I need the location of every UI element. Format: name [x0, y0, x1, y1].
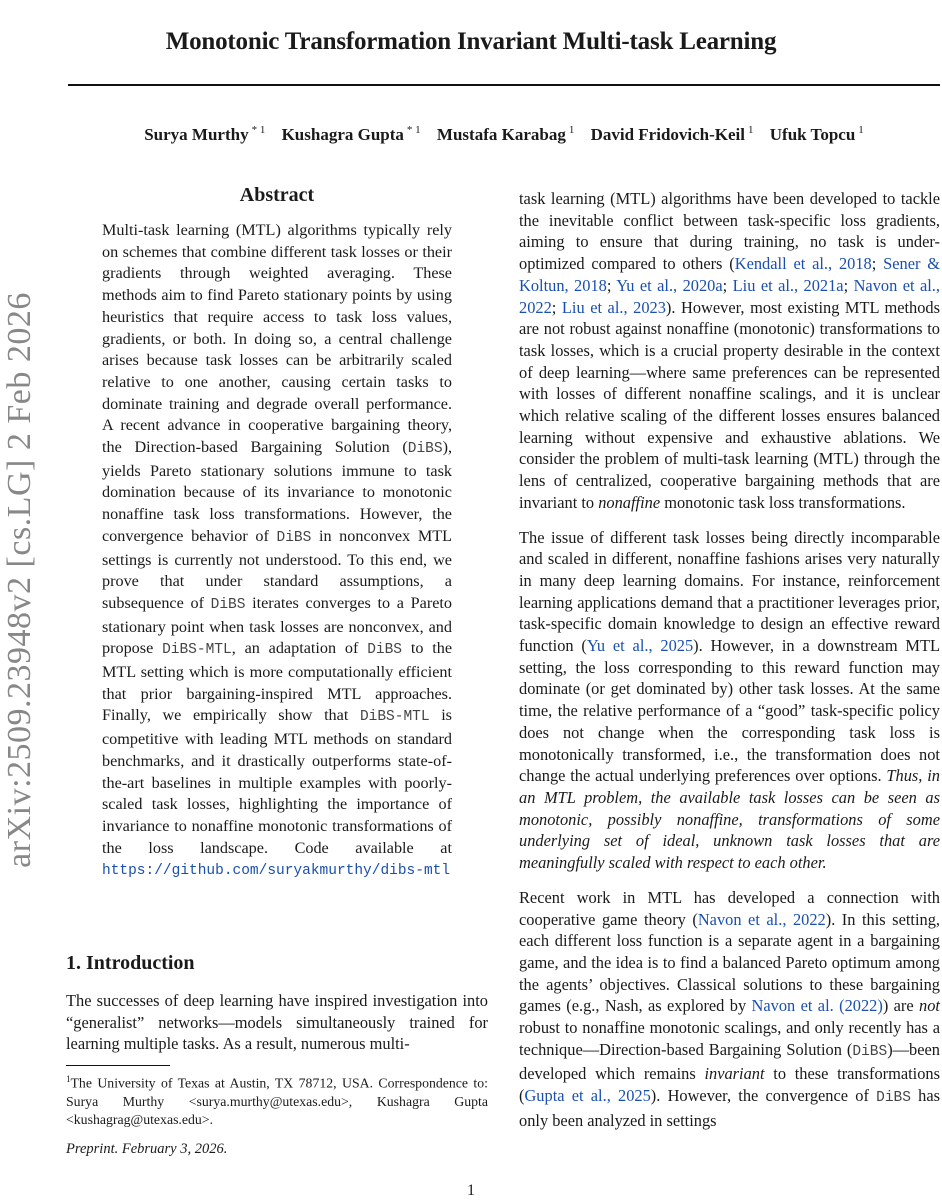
preprint-note: Preprint. February 3, 2026. — [66, 1141, 228, 1157]
paragraph: The issue of different task losses being directly incomparable and scaled in different, nonaffine fashions arises very naturally in many deep learning domains. For instance, reinforcement learning applications demand that a practitioner leverages prior, task-specific domain knowledge to design an effective reward function (Yu et al., 2025). However, in a downstream MTL setting, the loss corresponding to this reward function may dominate (or get dominated by) other task losses. At the same time, the relative performance of a “good” task-specific policy does not change when the corresponding task loss is monotonically transformed, i.e., the transformation does not change the actual underlying preferences over options. Thus, in an MTL problem, the available task losses can be seen as monotonic, possibly nonaffine, transformations of some underlying set of ideal, unknown task losses that are meaningfully scaled with respect to each other. — [519, 527, 940, 873]
paragraph: task learning (MTL) algorithms have been developed to tackle the inevitable conflict between task-specific loss gradients, aiming to ensure that during training, no task is under-optimized compared to others (Kendall et al., 2018; Sener & Koltun, 2018; Yu et al., 2020a; Liu et al., 2021a; Navon et al., 2022; Liu et al., 2023). However, most existing MTL methods are not robust against nonaffine (monotonic) transformations to task losses, which is a crucial property desirable in the context of deep learning—where same preferences can be represented with losses of different nonaffine scalings, and it is unclear which relative scaling of the different losses ensures balanced learning without expensive and exhaustive ablations. We consider the problem of multi-task learning (MTL) through the lens of centralized, cooperative bargaining methods that are invariant to nonaffine monotonic task loss transformations. — [519, 189, 941, 512]
author: David Fridovich-Keil $^1$ — [590, 124, 754, 144]
author: Surya Murthy $^{* 1}$ — [144, 124, 266, 144]
author: Ufuk Topcu $^1$ — [769, 124, 864, 144]
citation[interactable]: Yu et al., 2020a — [616, 275, 723, 295]
citation[interactable]: Liu et al., 2021a — [732, 275, 844, 295]
citation[interactable]: Navon et al., 2022 — [519, 275, 940, 317]
arxiv-stamp: arXiv:2509.23948v2 [cs.LG] 2 Feb 2026 — [1, 292, 38, 868]
citation[interactable]: Gupta et al., 2025 — [524, 1086, 651, 1106]
section-heading: 1. Introduction — [66, 952, 195, 974]
paper-title: Monotonic Transformation Invariant Multi-task Learning — [165, 28, 777, 55]
paragraph: Recent work in MTL has developed a connection with cooperative game theory (Navon et al., 2022). In this setting, each different loss function is a separate agent in a bargaining game, and the idea is to find a balanced Pareto optimum among the agents’ objectives. Classical solutions to these bargaining games (e.g., Nash, as explored by Navon et al. (2022)) are not robust to nonaffine monotonic scalings, and only recently has a technique—Direction-based Bargaining Solution (DiBS)—been developed which remains invariant to these transformations (Gupta et al., 2025). However, the convergence of DiBS has only been analyzed in settings — [519, 887, 941, 1130]
page-number: 1 — [467, 1182, 475, 1199]
footnote-rule — [66, 1065, 170, 1066]
right-column — [519, 188, 940, 1145]
citation[interactable]: Yu et al., 2025 — [586, 636, 694, 656]
citation[interactable]: Sener & Koltun, 2018 — [519, 254, 941, 295]
title-rule — [68, 84, 940, 86]
abstract-heading: Abstract — [239, 184, 315, 206]
author: Mustafa Karabag $^1$ — [436, 124, 575, 144]
citation[interactable]: Navon et al. (2022) — [751, 996, 883, 1016]
code-link[interactable]: https://github.com/suryakmurthy/dibs-mtl — [102, 863, 451, 880]
citation[interactable]: Navon et al., 2022 — [697, 909, 826, 929]
abstract-body: Multi-task learning (MTL) algorithms typically rely on schemes that combine different task losses or their gradients through weighted averaging. These methods aim to find Pareto stationary points by using heuristics that require access to task loss values, gradients, or both. In doing so, a central challenge arises because task losses can be arbitrarily scaled relative to one another, causing certain tasks to dominate training and degrade overall performance. A recent advance in cooperative bargaining theory, the Direction-based Bargaining Solution (DiBS), yields Pareto stationary solutions immune to task domination because of its invariance to monotonic nonaffine task loss transformations. However, the convergence behavior of DiBS in nonconvex MTL settings is currently not understood. To this end, we prove that under standard assumptions, a subsequence of DiBS iterates converges to a Pareto stationary point when task losses are nonconvex, and propose DiBS-MTL, an adaptation of DiBS to the MTL setting which is more computationally efficient that prior bargaining-inspired MTL approaches. Finally, we empirically show that DiBS-MTL is competitive with leading MTL methods on standard benchmarks, and it drastically outperforms state-of-the-art baselines in multiple examples with poorly-scaled task losses, highlighting the importance of invariance to nonaffine monotonic transformations of the loss landscape. Code available at https://github.com/suryakmurthy/dibs-mtl — [102, 221, 453, 880]
footnote: $^1$The University of Texas at Austin, TX 78712, USA. Correspondence to: Surya Murthy <surya.murthy@utexas.edu>, Kushagra Gupta <kushagrag@utexas.edu>. — [66, 1074, 488, 1127]
intro-text: The successes of deep learning have inspired investigation into “generalist” networks—models simultaneously trained for learning multiple tasks. As a result, numerous multi- — [66, 991, 488, 1054]
author: Kushagra Gupta $^{* 1}$ — [281, 124, 421, 144]
citation[interactable]: Liu et al., 2023 — [561, 297, 666, 317]
author-list — [68, 124, 940, 145]
citation[interactable]: Kendall et al., 2018 — [734, 254, 872, 274]
